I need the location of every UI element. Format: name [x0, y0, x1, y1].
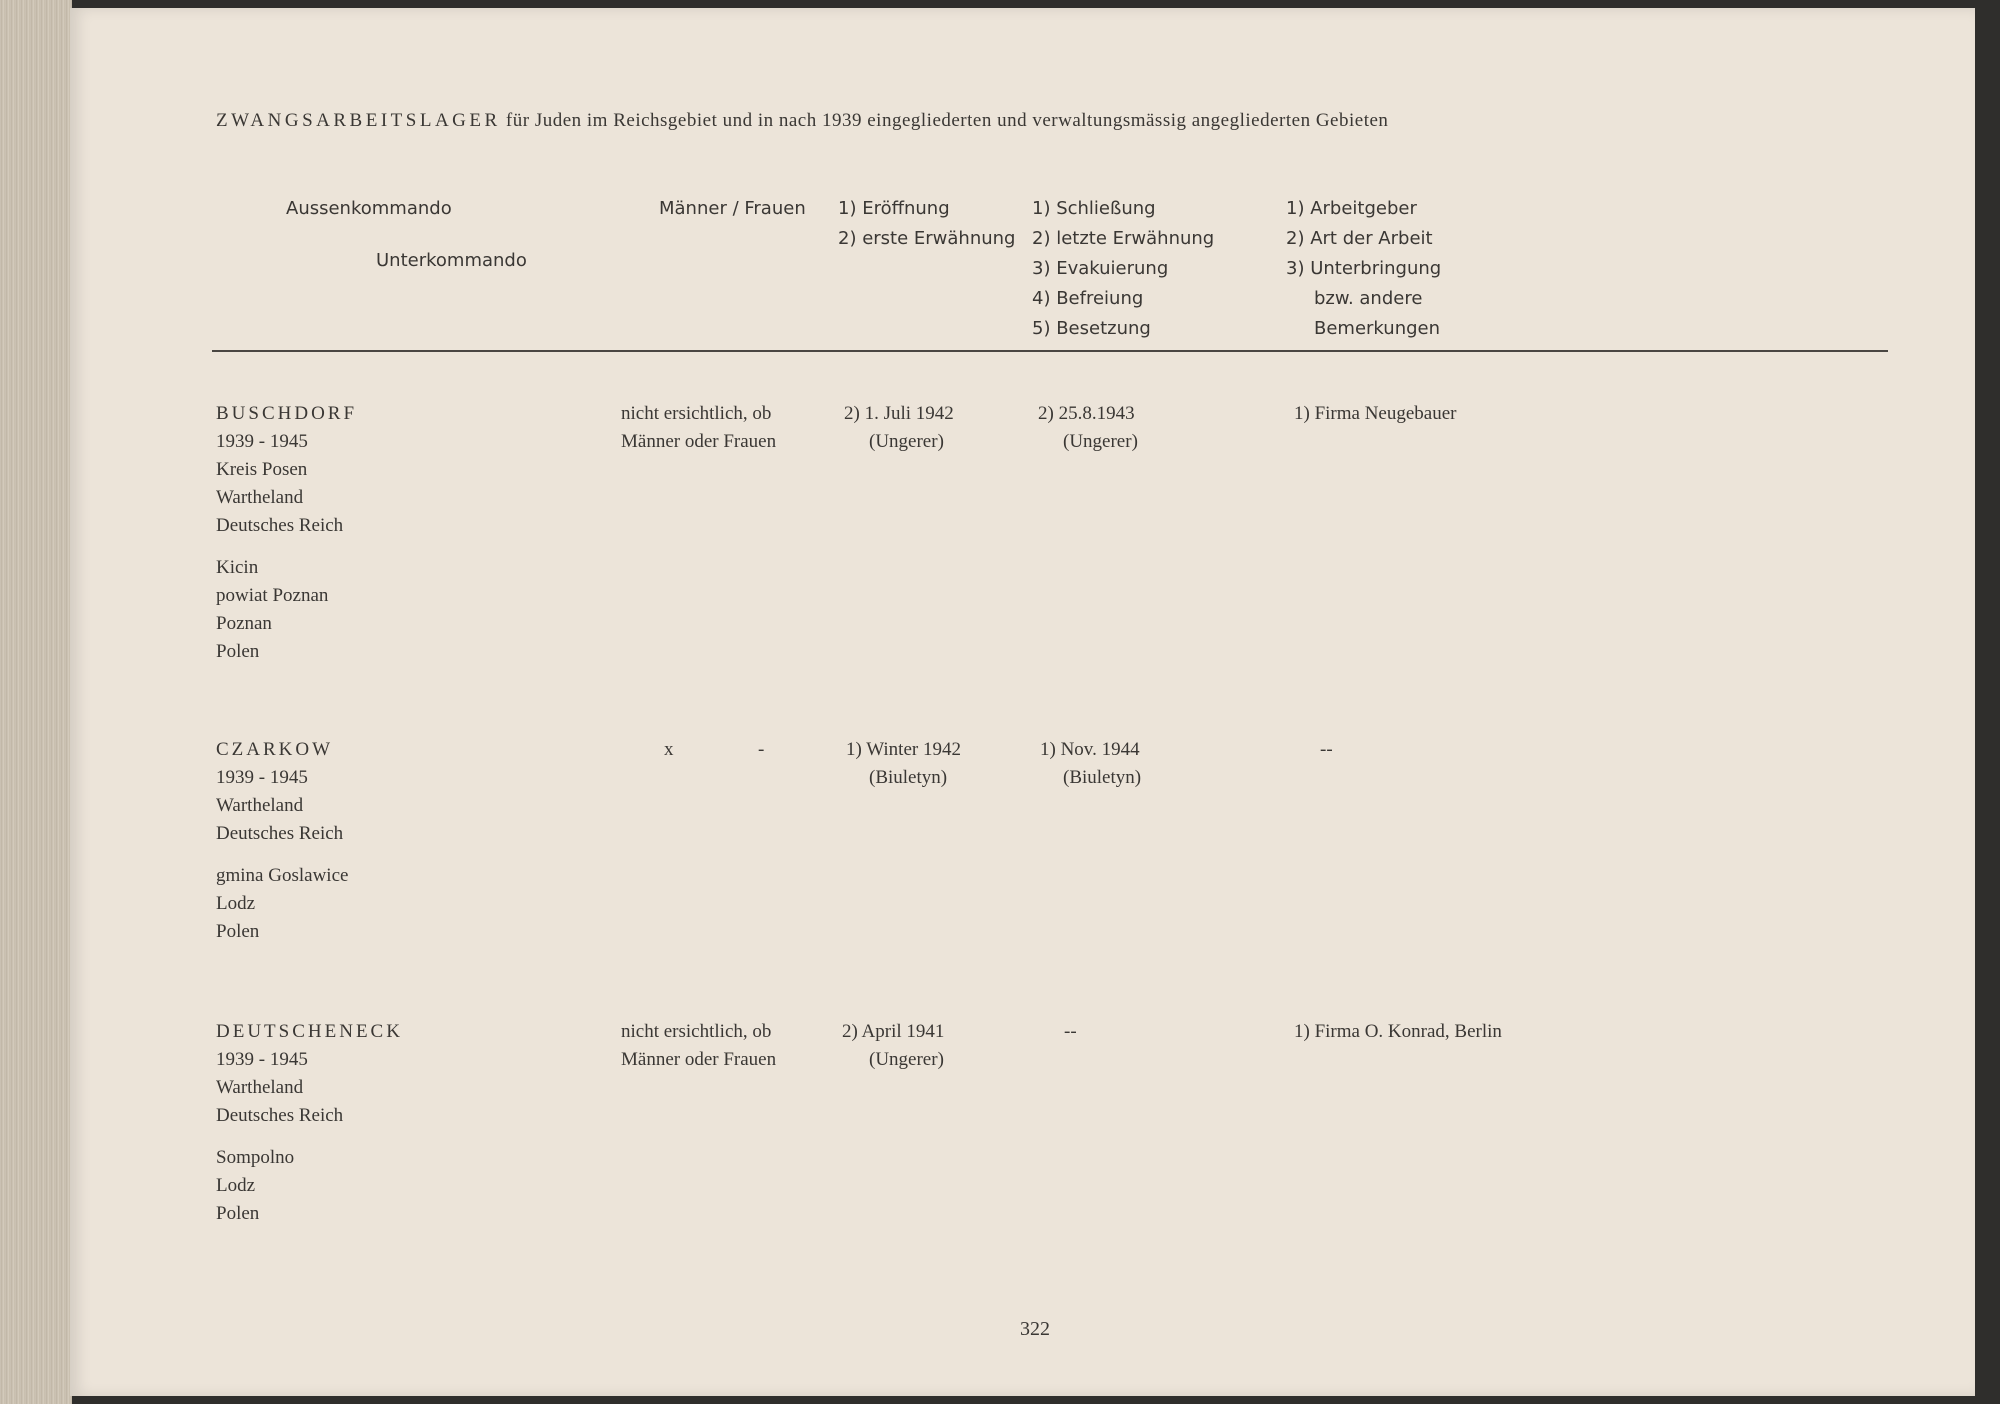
header-employer-line: Bemerkungen: [1314, 318, 1441, 339]
close-source: (Ungerer): [1063, 431, 1138, 452]
close-line: --: [1064, 1021, 1077, 1042]
header-close: [1032, 194, 1214, 344]
entry-gender-women: -: [758, 739, 765, 760]
page-title-caps: ZWANGSARBEITSLAGER: [216, 110, 501, 131]
entry-gender: [621, 400, 776, 456]
header-employer-line: bzw. andere: [1314, 288, 1423, 309]
header-unterkommando: Unterkommando: [376, 250, 527, 271]
location-line: Kreis Posen: [216, 459, 308, 480]
open-source: (Biuletyn): [869, 767, 948, 788]
camp-name: CZARKOW: [216, 739, 334, 760]
location-line: Deutsches Reich: [216, 515, 344, 536]
entry-close: [1040, 736, 1141, 792]
location-line: Wartheland: [216, 795, 304, 816]
location-line: Wartheland: [216, 487, 304, 508]
header-open-line: 1) Eröffnung: [838, 198, 950, 219]
location-line: Deutsches Reich: [216, 823, 344, 844]
entry-gender-men: x: [664, 739, 674, 760]
open-line: 2) April 1941: [842, 1021, 945, 1042]
location-line: 1939 - 1945: [216, 767, 308, 788]
header-employer-line: 2) Art der Arbeit: [1286, 228, 1433, 249]
entry-close: [1064, 1018, 1077, 1046]
header-close-line: 5) Besetzung: [1032, 318, 1151, 339]
entry-open: [844, 400, 954, 456]
header-open-line: 2) erste Erwähnung: [838, 228, 1016, 249]
header-divider: [212, 350, 1888, 352]
location-line-polish: Polen: [216, 641, 260, 662]
entry-open: [842, 1018, 944, 1074]
gender-line: nicht ersichtlich, ob: [621, 403, 772, 424]
page-title: [216, 110, 1388, 132]
header-employer-line: 1) Arbeitgeber: [1286, 198, 1417, 219]
entry-employer: [1294, 1018, 1502, 1046]
location-line-polish: Kicin: [216, 557, 259, 578]
gender-line: nicht ersichtlich, ob: [621, 1021, 772, 1042]
location-line-polish: Polen: [216, 921, 260, 942]
camp-name: BUSCHDORF: [216, 403, 358, 424]
open-line: 1) Winter 1942: [846, 739, 961, 760]
location-line: Deutsches Reich: [216, 1105, 344, 1126]
employer-line: 1) Firma O. Konrad, Berlin: [1294, 1021, 1502, 1042]
header-close-line: 2) letzte Erwähnung: [1032, 228, 1215, 249]
page-title-rest: für Juden im Reichsgebiet und in nach 1939 eingegliederten und verwaltungsmässig angegliederten Gebieten: [505, 110, 1389, 131]
employer-line: 1) Firma Neugebauer: [1294, 403, 1457, 424]
header-aussenkommando: Aussenkommando: [286, 198, 452, 219]
entry-close: [1038, 400, 1138, 456]
close-line: 2) 25.8.1943: [1038, 403, 1135, 424]
header-close-line: 4) Befreiung: [1032, 288, 1144, 309]
location-line-polish: Lodz: [216, 893, 256, 914]
gender-line: Männer oder Frauen: [621, 431, 777, 452]
entry-location: [216, 1018, 403, 1228]
location-line-polish: Lodz: [216, 1175, 256, 1196]
header-open: [838, 194, 1016, 254]
location-line: Wartheland: [216, 1077, 304, 1098]
close-source: (Biuletyn): [1063, 767, 1142, 788]
page-number: 322: [1020, 1318, 1050, 1340]
open-line: 2) 1. Juli 1942: [844, 403, 954, 424]
header-maenner-frauen: Männer / Frauen: [659, 198, 806, 219]
header-close-line: 3) Evakuierung: [1032, 258, 1169, 279]
entry-open: [846, 736, 961, 792]
header-employer: [1286, 194, 1441, 344]
close-line: 1) Nov. 1944: [1040, 739, 1140, 760]
document-page: [70, 8, 1975, 1396]
location-line-polish: Sompolno: [216, 1147, 295, 1168]
open-source: (Ungerer): [869, 431, 944, 452]
book-page-edges: [0, 0, 72, 1404]
location-line: 1939 - 1945: [216, 1049, 308, 1070]
header-close-line: 1) Schließung: [1032, 198, 1156, 219]
entry-location: [216, 400, 357, 666]
location-line-polish: gmina Goslawice: [216, 865, 349, 886]
entry-employer: [1320, 736, 1333, 764]
entry-location: [216, 736, 348, 946]
location-line-polish: powiat Poznan: [216, 585, 329, 606]
open-source: (Ungerer): [869, 1049, 944, 1070]
gender-line: Männer oder Frauen: [621, 1049, 777, 1070]
camp-name: DEUTSCHENECK: [216, 1021, 403, 1042]
entry-employer: [1294, 400, 1457, 428]
entry-gender: [621, 1018, 776, 1074]
employer-line: --: [1320, 739, 1333, 760]
header-employer-line: 3) Unterbringung: [1286, 258, 1442, 279]
location-line-polish: Poznan: [216, 613, 272, 634]
location-line-polish: Polen: [216, 1203, 260, 1224]
location-line: 1939 - 1945: [216, 431, 308, 452]
